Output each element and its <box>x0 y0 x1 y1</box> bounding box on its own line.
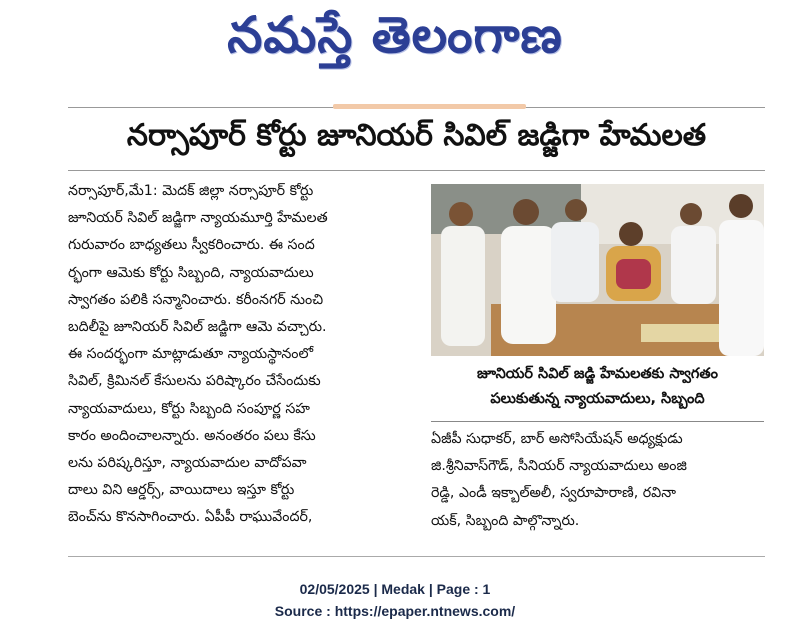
caption-line: జూనియర్ సివిల్ జడ్జి హేమలతకు స్వాగతం <box>476 366 718 382</box>
divider <box>68 170 765 171</box>
article-line: ఈ సందర్భంగా మాట్లాడుతూ న్యాయస్థానంలో <box>68 346 314 363</box>
divider <box>68 556 765 557</box>
article-line: స్వాగతం పలికి సన్మానించారు. కరీంనగర్ నుంచి <box>68 291 324 308</box>
article-body-left <box>68 178 408 531</box>
article-line: గురువారం బాధ్యతలు స్వీకరించారు. ఈ సంద <box>68 237 315 254</box>
article-line: జూనియర్ సివిల్ జడ్జిగా న్యాయమూర్తి హేమలత <box>68 210 328 227</box>
article-line: జి.శ్రీనివాస్‌గౌడ్, సీనియర్ న్యాయవాదులు అంజి <box>431 458 687 475</box>
news-photo <box>431 184 764 356</box>
article-line: రెడ్డి, ఎండీ ఇక్బాల్‌అలీ, స్వరూపారాణి, రవినా <box>431 485 676 502</box>
article-line: బదిలీపై జూనియర్ సివిల్ జడ్జిగా ఆమె వచ్చారు. <box>68 318 327 335</box>
masthead <box>0 0 790 82</box>
page-footer <box>0 578 790 622</box>
caption-line: పలుకుతున్న న్యాయవాదులు, సిబ్బంది <box>490 391 705 407</box>
article-headline: నర్సాపూర్ కోర్టు జూనియర్ సివిల్ జడ్జిగా హేమలత <box>126 118 707 153</box>
article-line: ర్భంగా ఆమెకు కోర్టు సిబ్బంది, న్యాయవాదులు <box>68 264 314 281</box>
article-body-right <box>431 426 764 535</box>
article-line: నర్సాపూర్,మే1: మెదక్ జిల్లా నర్సాపూర్ కోర్టు <box>68 183 314 199</box>
article-line: యక్, సిబ్బంది పాల్గొన్నారు. <box>431 512 580 529</box>
article-line: దాలు విని ఆర్డర్స్, వాయిదాలు ఇస్తూ కోర్టు <box>68 482 295 499</box>
newspaper-logo: నమస్తే తెలంగాణ <box>227 6 563 64</box>
footer-source-line: Source : https://epaper.ntnews.com/ <box>274 603 516 619</box>
photo-illustration <box>431 184 764 356</box>
article-line: కారం అందించాలన్నారు. అనంతరం పలు కేసు <box>68 427 316 444</box>
article-line: లను పరిష్కరిస్తూ, న్యాయవాదుల వాదోపవా <box>68 454 307 471</box>
accent-divider <box>333 104 526 109</box>
divider <box>431 421 764 422</box>
article-line: న్యాయవాదులు, కోర్టు సిబ్బంది సంపూర్ణ సహ <box>68 400 310 417</box>
footer-date-line: 02/05/2025 | Medak | Page : 1 <box>299 581 491 597</box>
article-line: సివిల్, క్రిమినల్ కేసులను పరిష్కారం చేసేందుకు <box>68 373 321 390</box>
article-line: బెంచ్‌ను కొనసాగించారు. ఏపీపీ రాఘువేందర్, <box>68 509 313 526</box>
photo-caption <box>431 362 764 412</box>
article-line: ఏజీపీ సుధాకర్, బార్ అసోసియేషన్ అధ్యక్షుడు <box>431 431 683 447</box>
